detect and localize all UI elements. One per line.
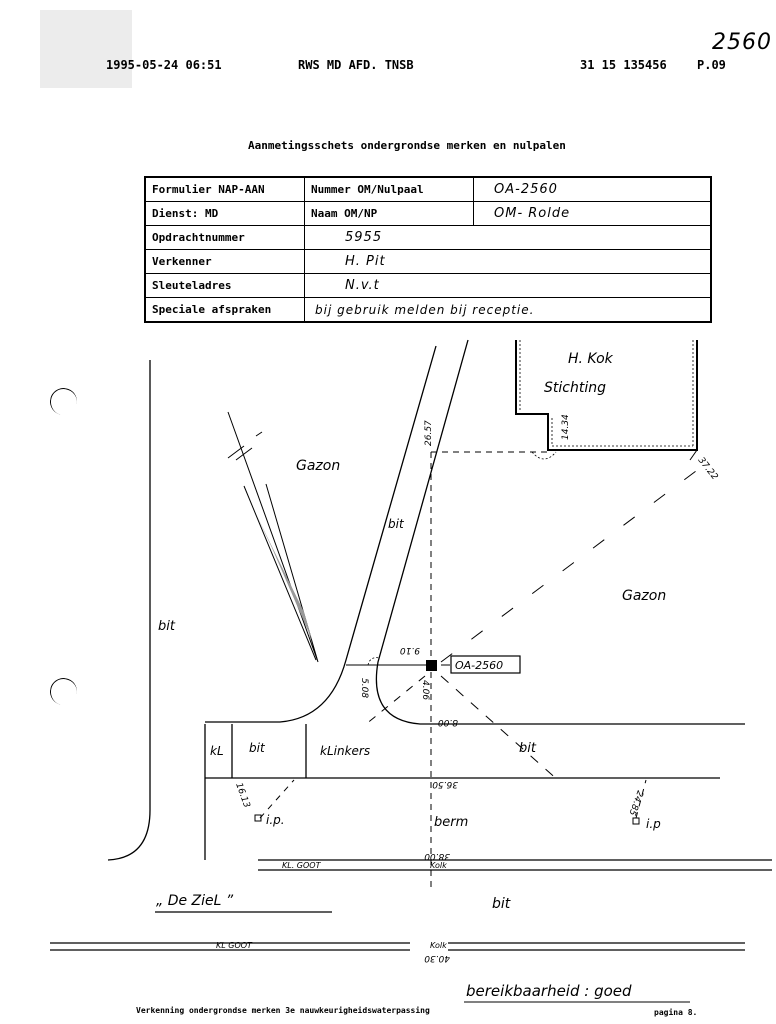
fax-page: P.09 [697, 58, 726, 72]
diag-dash-right [441, 468, 700, 662]
klinkers: kLinkers [320, 744, 371, 758]
footer-right: pagina 8. [654, 1008, 698, 1017]
dim-38-00: 38.00 [424, 851, 450, 861]
dienst-label: Dienst: MD [145, 202, 305, 226]
speciale-value: bij gebruik melden bij receptie. [305, 298, 712, 323]
diag-dash-bitright [441, 676, 560, 782]
dim-16-13: 16.13 [233, 781, 252, 810]
fax-datetime: 1995-05-24 06:51 [106, 58, 222, 72]
ip-left: i.p. [266, 813, 285, 827]
ip-right-square [633, 818, 639, 824]
dim-9-10: 9.10 [399, 645, 420, 655]
kl-goot-1: KL. GOOT [282, 861, 321, 870]
nummer-value: OA-2560 [474, 177, 712, 202]
verkenner-value: H. Pit [305, 250, 712, 274]
bit-small: bit [249, 741, 265, 755]
kl-label: kL [210, 744, 224, 758]
opdracht-label: Opdrachtnummer [145, 226, 305, 250]
handwritten-number: 2560 [712, 30, 772, 55]
dim-4-06: 4.06 [420, 680, 430, 701]
building-name: H. Kok [568, 351, 613, 367]
opdracht-value: 5955 [305, 226, 712, 250]
dim-26-57: 26.57 [424, 420, 434, 446]
naam-label: Naam OM/NP [305, 202, 474, 226]
dim-5-08: 5.08 [359, 678, 369, 699]
dim-24-85: 24.85 [626, 788, 645, 817]
bit-road: bit [388, 517, 404, 531]
gazon-right: Gazon [622, 588, 667, 604]
footer-left: Verkenning ondergrondse merken 3e nauwkeurigheidswaterpassing [136, 1006, 430, 1015]
left-road-edge [108, 360, 150, 860]
bit-bottom: bit [492, 896, 511, 912]
north-arrow [228, 412, 318, 662]
ip-right: i.p [646, 817, 661, 831]
kl-goot-2: KL GOOT [216, 941, 252, 950]
bit-left: bit [158, 619, 175, 634]
fax-sender: RWS MD AFD. TNSB [298, 58, 414, 72]
kolk-2: Kolk [430, 941, 447, 950]
formulier-label: Formulier NAP-AAN [145, 177, 305, 202]
dim-40-30: 40.30 [424, 953, 450, 963]
bereikbaarheid: bereikbaarheid : goed [466, 982, 632, 1000]
survey-marker [426, 660, 437, 671]
dim-37-22: 37.22 [695, 455, 720, 483]
path-edge-left [205, 346, 436, 722]
de-ziel: „ De ZieL ” [156, 893, 234, 909]
dim-8-00: 8.00 [437, 717, 458, 727]
marker-label: OA-2560 [455, 659, 504, 672]
nummer-label: Nummer OM/Nulpaal [305, 177, 474, 202]
dim-36-50: 36.50 [432, 779, 458, 789]
berm: berm [434, 815, 469, 830]
verkenner-label: Verkenner [145, 250, 305, 274]
dim-14-34: 14.34 [561, 414, 571, 440]
page-title: Aanmetingsschets ondergrondse merken en nulpalen [248, 139, 566, 152]
gazon-left: Gazon [296, 458, 341, 474]
naam-value: OM- Rolde [474, 202, 712, 226]
sleutel-label: Sleuteladres [145, 274, 305, 298]
bit-right: bit [519, 741, 536, 756]
fax-phone: 31 15 135456 [580, 58, 667, 72]
sleutel-value: N.v.t [305, 274, 712, 298]
speciale-label: Speciale afspraken [145, 298, 305, 323]
building-sub: Stichting [544, 380, 606, 396]
kolk-1: Kolk [430, 861, 447, 870]
